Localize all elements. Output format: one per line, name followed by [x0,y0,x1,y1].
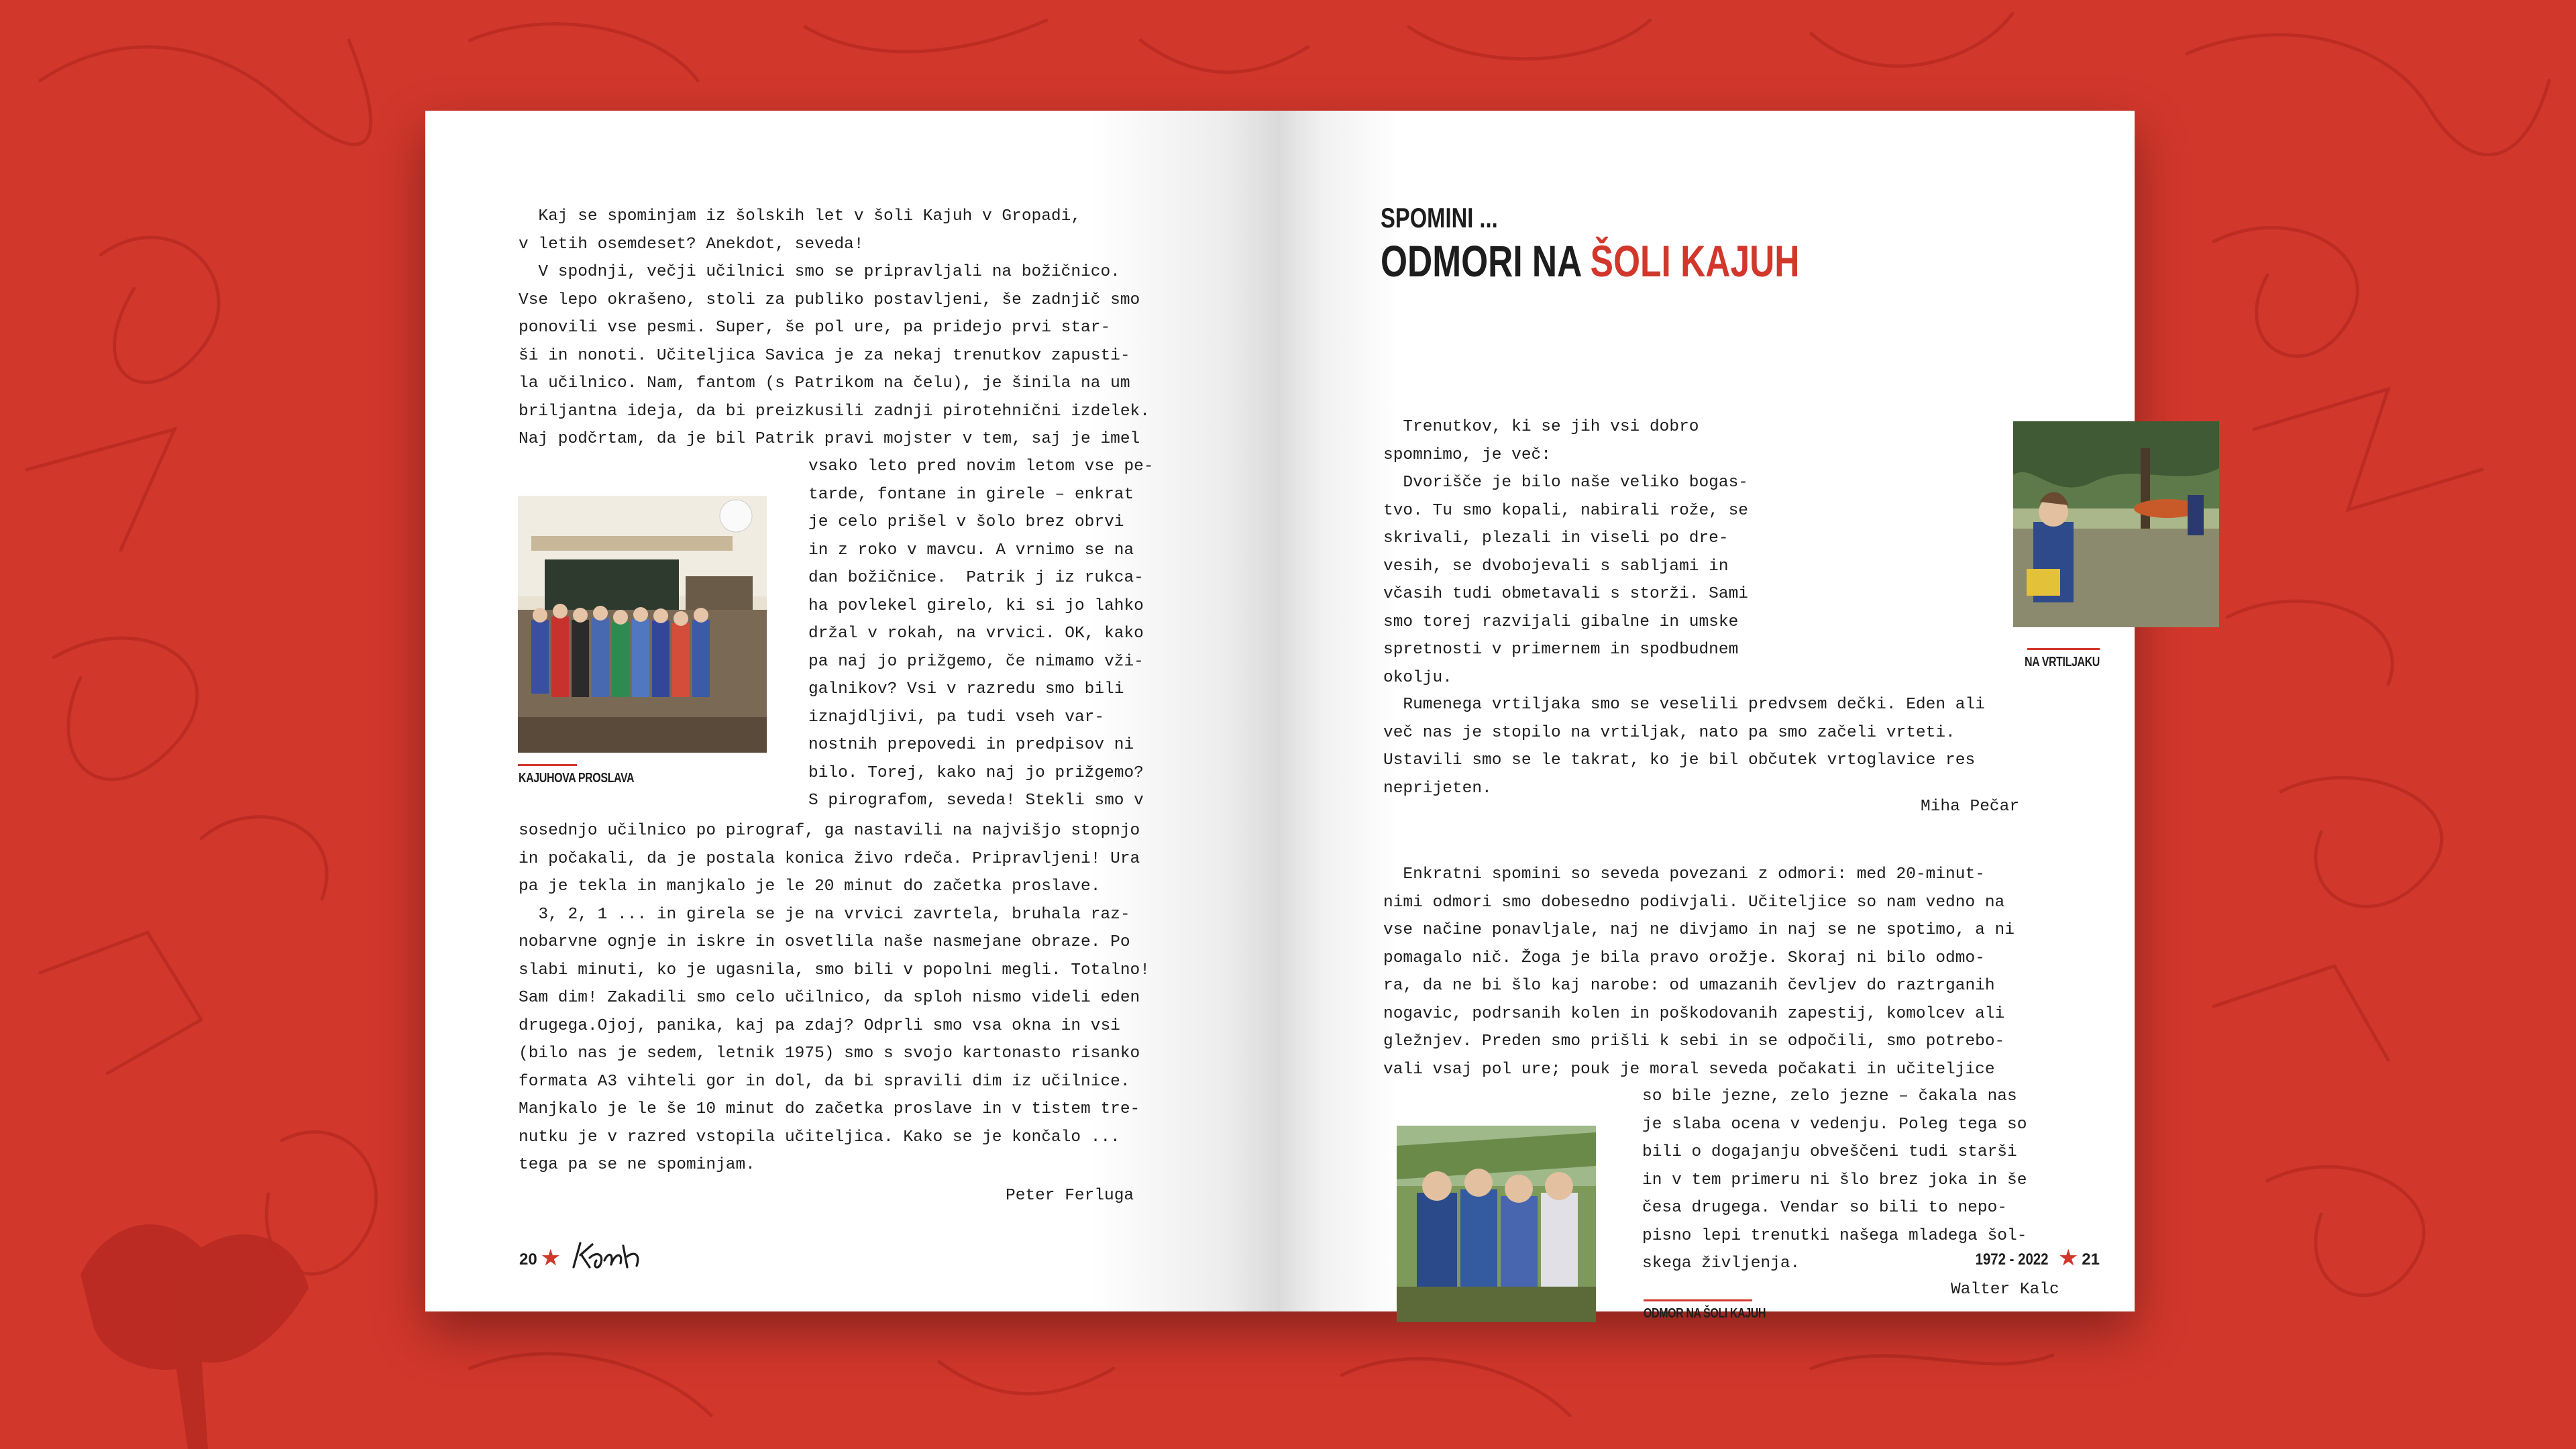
signature-1: Miha Pečar [1921,798,2020,816]
right-text-2-full: Enkratni spomini so seveda povezani z odmori: med 20-minut- nimi odmori smo dobesedno podivjali. Učiteljice so nam vedno na vse načine ponavljale, naj ne divjamo in naj se ne spotimo, a ni pomagalo nič. Žoga je bila pravo orožje. Skoraj ni bilo odmo- ra, da ne bi šlo kaj narobe: od umazanih čevljev do raztrganih nogavic, podrsanih kolen in poškodovanih zapestij, komolcev ali gležnjev. Preden smo prišli k sebi in se odpočili, smo potrebo- vali vsaj pol ure; pouk je moral seveda počakati in učiteljice [1383,865,2015,1079]
right-text-1-wrap: Trenutkov, ki se jih vsi dobro spomnimo, je več: Dvorišče je bilo naše veliko bogas- tvo. Tu smo kopali, nabirali rože, se skrivali, plezali in viseli po dre- vesih, se dvobojevali s sabljami in včasih tudi obmetavali s storži. Sami smo torej razvijali gibalne in umske spretnosti v primernem in spodbudnem okolju. [1383,418,1748,687]
left-text-bottom: sosednjo učilnico po pirograf, ga nastavili na najvišjo stopnjo in počakali, da je postala konica živo rdeča. Pripravljeni! Ura pa je tekla in manjkalo je le 20 minut do začetka proslave. 3, 2, 1 ... in girela se je na vrvici zavrtela, bruhala raz- nobarvne ognje in iskre in osvetlila naše nasmejane obraze. Po slabi minuti, ko je ugasnila, smo bili v popolni megli. Totalno! Sam dim! Zakadili smo celo učilnico, da sploh nismo videli eden drugega.Ojoj, panika, kaj pa zdaj? Odprli smo vsa okna in vsi (bilo nas je sedem, letnik 1975) smo s svojo kartonasto risanko formata A3 vihteli gor in dol, da bi spravili dim iz učilnice. Manjkalo je le še 10 minut do začetka proslave in v tistem tre- nutku je v razred vstopila učiteljica. Kako se je končalo ... tega pa se ne spominjam. [519,822,1150,1174]
right-text-2-wrap: so bile jezne, zelo jezne – čakala nas je slaba ocena v vedenju. Poleg tega so bili o dogajanju obveščeni tudi starši in v tem primeru ni šlo brez joka in še česa drugega. Vendar so bili to nepo- pisno lepi trenutki našega mladega šol- skega življenja. [1642,1087,2027,1273]
photo-caption-rule [518,764,577,766]
page-footer-right [1969,1246,2100,1270]
left-text-top: Kaj se spominjam iz šolskih let v šoli Kajuh v Gropadi, v letih osemdeset? Anekdot, seveda! V spodnji, večji učilnici smo se pripravljali na božičnico. Vse lepo okrašeno, stoli za publiko postavljeni, še zadnjič smo ponovili vse pesmi. Super, še pol ure, pa pridejo prvi star- ši in nonoti. Učiteljica Savica je za nekaj trenutkov zapusti- la učilnico. Nam, fantom (s Patrikom na čelu), je šinila na um briljantna ideja, da bi preizkusili zadnji pirotehnični izdelek. Naj podčrtam, da je bil Patrik pravi mojster v tem, saj je imel [519,207,1150,448]
right-text-1-full: Rumenega vrtiljaka smo se veselili predvsem dečki. Eden ali več nas je stopilo na vrtiljak, nato pa smo začeli vrteti. Ustavili smo se le takrat, ko je bil občutek vrtoglavice res neprijeten. [1383,696,1985,798]
photo1-caption: NA VRTILJAKU [2025,655,2100,669]
star-icon: ★ [541,1247,560,1269]
photo2-caption-rule [1644,1299,1752,1301]
signature: Peter Ferluga [1006,1187,1134,1205]
page-number: 21 [2082,1250,2100,1269]
kajuh-logo [570,1238,643,1275]
article-kicker: SPOMINI ... [1381,202,1498,233]
star-icon: ★ [2059,1247,2078,1269]
magazine-spread [425,111,2135,1321]
left-text-wrap: vsako leto pred novim letom vse pe- tarde, fontane in girele – enkrat je celo prišel v šolo brez obrvi in z roko v mavcu. A vrnimo se na dan božičnice. Patrik j iz rukca- ha povlekel girelo, ki si jo lahko držal v rokah, na vrvici. OK, kako pa naj jo prižgemo, če nimamo vži- galnikov? Vsi v razredu smo bili iznajdljivi, pa tudi vseh var- nostnih prepovedi in predpisov ni bilo. Torej, kako naj jo prižgemo? S pirografom, seveda! Stekli smo v [808,458,1154,810]
page-number: 20 [519,1250,537,1269]
left-page [425,111,1280,1311]
title-prefix: ODMORI NA [1381,236,1591,286]
photo1-caption-rule [2027,648,2100,650]
recess-photo [1397,1126,1596,1322]
years-label: 1972 - 2022 [1975,1250,2049,1269]
title-accent: ŠOLI KAJUH [1590,236,1800,286]
page-footer-left [519,1246,559,1270]
photo-caption: KAJUHOVA PROSLAVA [519,771,635,786]
signature-2: Walter Kalc [1951,1281,2059,1299]
classroom-photo [518,496,767,753]
right-page [1280,111,2135,1321]
photo2-caption: ODMOR NA ŠOLI KAJUH [1644,1306,1766,1321]
article-title [1381,234,1799,288]
playground-photo [2013,421,2219,627]
